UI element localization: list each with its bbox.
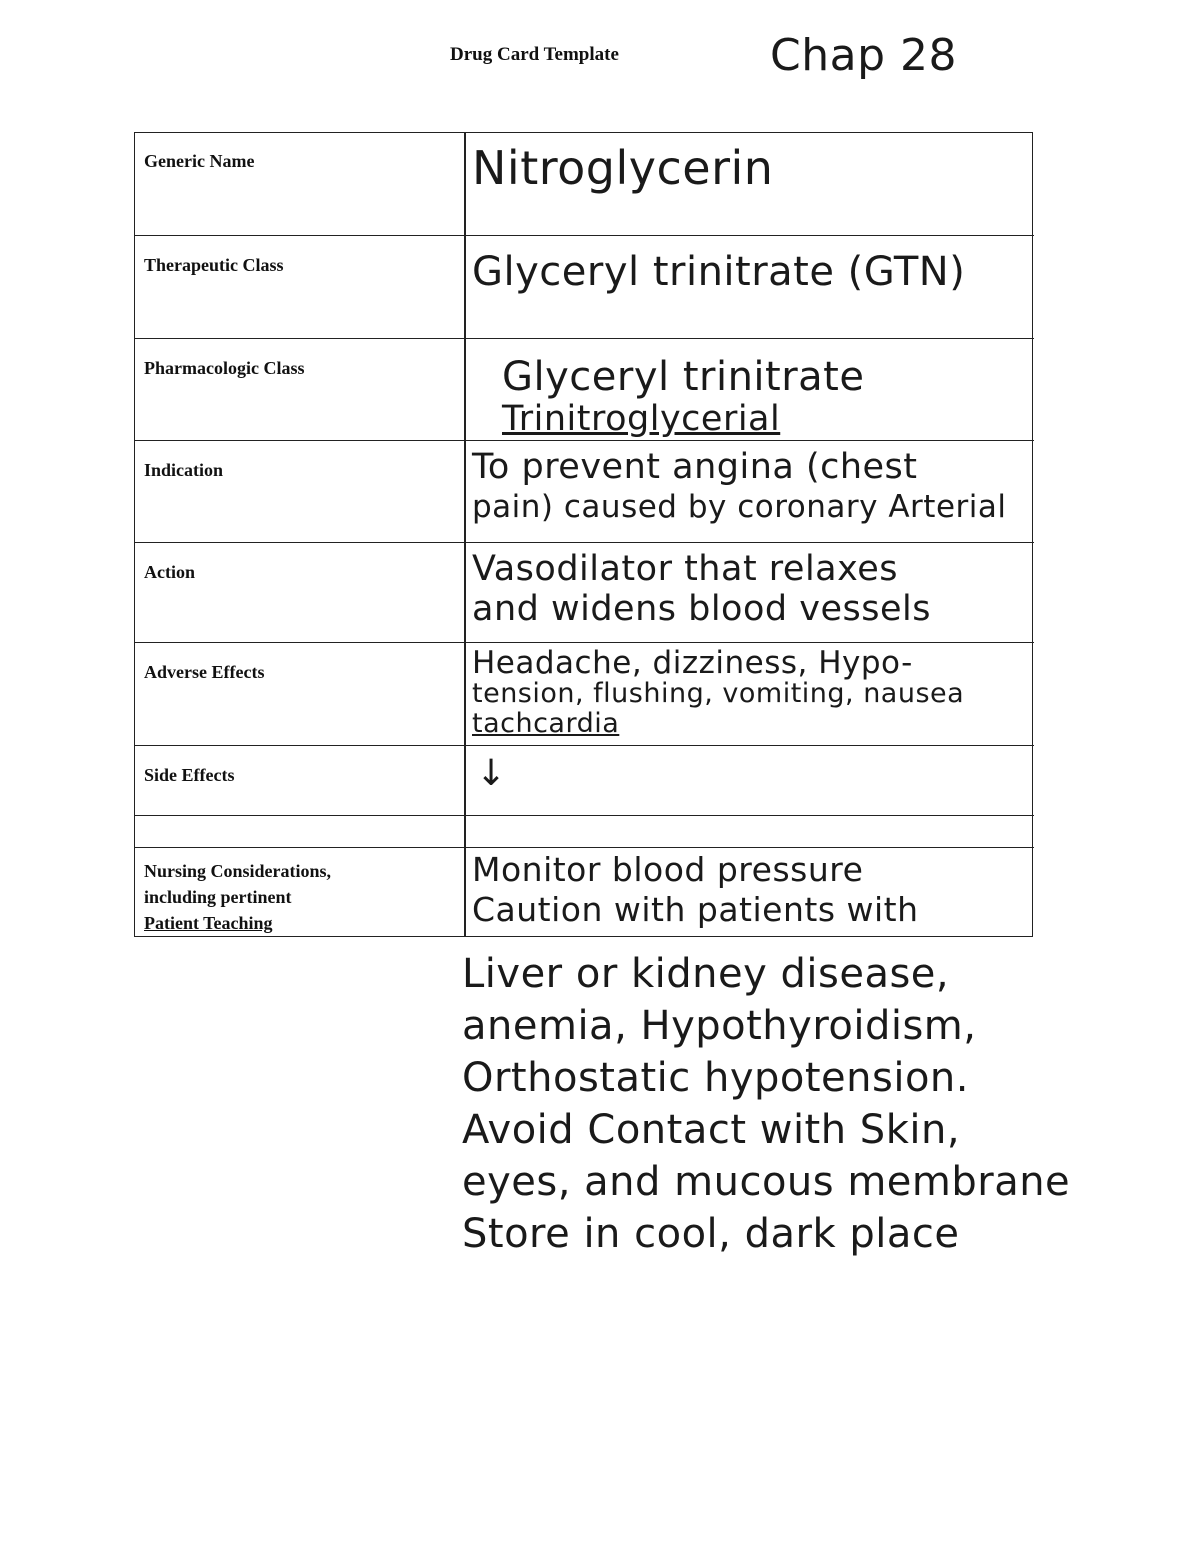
label-generic-name: Generic Name xyxy=(144,151,255,171)
value-side-effects xyxy=(476,754,1056,794)
continued-notes xyxy=(462,948,1070,1260)
value-line: Caution with patients with xyxy=(472,890,919,929)
value-line: Nitroglycerin xyxy=(472,141,774,195)
value-line: Monitor blood pressure xyxy=(472,850,864,889)
note-line: Store in cool, dark place xyxy=(462,1211,960,1257)
row-generic-name xyxy=(134,132,1034,235)
label-line: Nursing Considerations, xyxy=(144,861,332,881)
value-line: and widens blood vessels xyxy=(472,589,931,629)
label-therapeutic-class: Therapeutic Class xyxy=(144,255,284,275)
value-line: Headache, dizziness, Hypo- xyxy=(472,645,913,681)
value-line: pain) caused by coronary Arterial xyxy=(472,489,1007,525)
row-divider xyxy=(134,815,1034,816)
row-side-effects xyxy=(134,745,1034,848)
label-side-effects: Side Effects xyxy=(144,765,235,785)
note-line: eyes, and mucous membrane xyxy=(462,1159,1071,1205)
value-pharmacologic-class xyxy=(502,355,1082,439)
label-nursing-considerations xyxy=(144,858,331,936)
drug-card-table xyxy=(134,132,1034,937)
label-indication: Indication xyxy=(144,460,224,480)
value-line: Vasodilator that relaxes xyxy=(472,549,899,589)
label-line: Patient Teaching xyxy=(144,913,273,933)
value-line: tachcardia xyxy=(472,708,620,739)
label-action: Action xyxy=(144,562,195,582)
row-action xyxy=(134,542,1034,643)
value-nursing-considerations xyxy=(472,850,1052,930)
label-adverse-effects: Adverse Effects xyxy=(144,662,265,682)
value-line: Glyceryl trinitrate xyxy=(502,354,865,400)
value-line: Trinitroglycerial xyxy=(502,399,781,439)
down-arrow-icon: ↓ xyxy=(476,753,507,794)
note-line: Orthostatic hypotension. xyxy=(462,1055,969,1101)
chapter-note: Chap 28 xyxy=(770,30,957,81)
value-generic-name xyxy=(472,138,1052,198)
page-title: Drug Card Template xyxy=(450,44,619,65)
value-adverse-effects xyxy=(472,647,1052,739)
note-line: Liver or kidney disease, xyxy=(462,951,950,997)
value-line: tension, flushing, vomiting, nausea xyxy=(472,678,965,709)
value-therapeutic-class xyxy=(472,242,1052,302)
label-line: including pertinent xyxy=(144,887,292,907)
row-nursing-considerations xyxy=(134,847,1034,938)
note-line: Avoid Contact with Skin, xyxy=(462,1107,961,1153)
value-line: To prevent angina (chest xyxy=(472,447,918,487)
note-line: anemia, Hypothyroidism, xyxy=(462,1003,977,1049)
row-adverse-effects xyxy=(134,642,1034,746)
row-therapeutic-class xyxy=(134,235,1034,339)
label-pharmacologic-class: Pharmacologic Class xyxy=(144,358,305,378)
value-indication xyxy=(472,447,1052,527)
value-line: Glyceryl trinitrate (GTN) xyxy=(472,249,966,295)
row-pharmacologic-class xyxy=(134,338,1034,441)
row-indication xyxy=(134,440,1034,543)
column-divider xyxy=(464,132,466,937)
value-action xyxy=(472,549,1052,629)
